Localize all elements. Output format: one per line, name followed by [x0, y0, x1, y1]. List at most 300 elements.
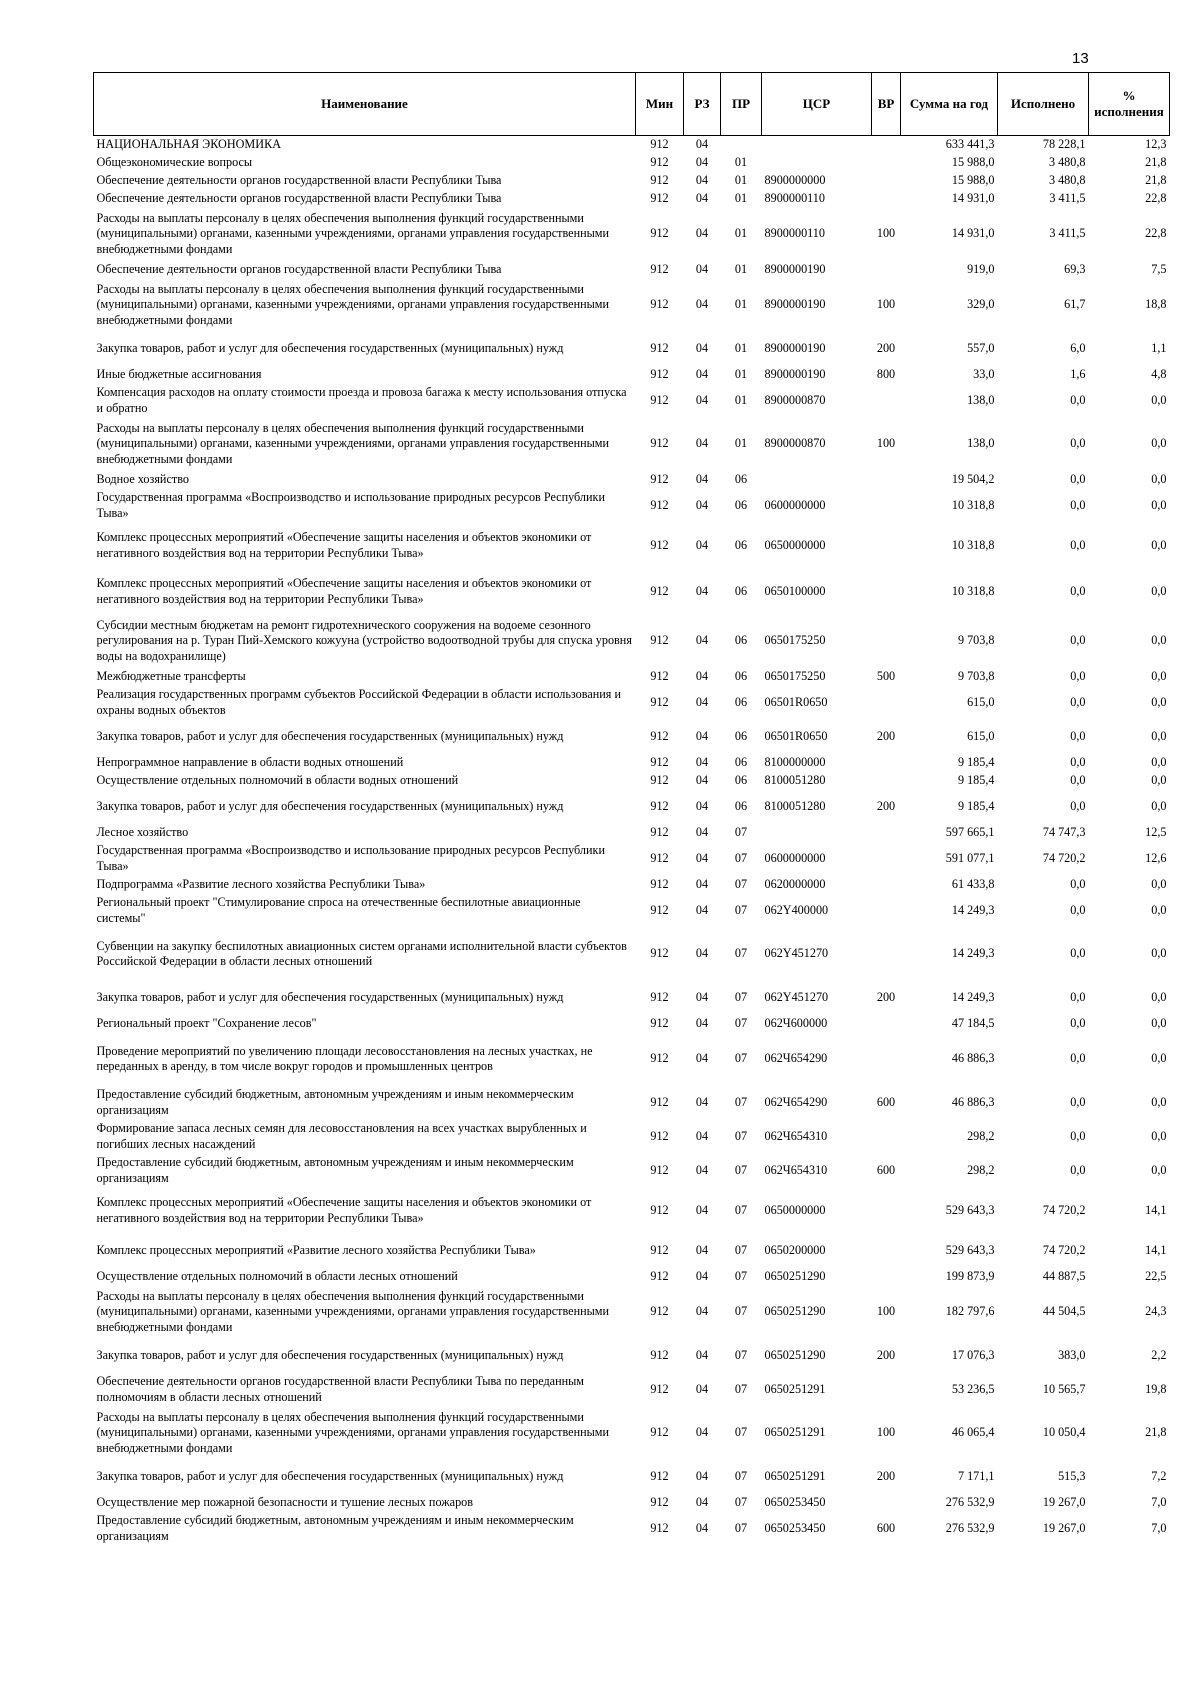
cell-name: Подпрограмма «Развитие лесного хозяйства Республики Тыва» [96, 876, 426, 891]
cell-pr: 07 [734, 1128, 748, 1143]
cell-csr [762, 136, 872, 154]
cell-pr: 07 [734, 1425, 748, 1440]
cell-done: 74 747,3 [1042, 824, 1086, 839]
cell-pct: 0,0 [1151, 902, 1167, 917]
cell-pct: 0,0 [1151, 1162, 1167, 1177]
cell-pr: 07 [734, 1381, 748, 1396]
cell-min: 912 [650, 694, 669, 709]
cell-sum: 298,2 [967, 1162, 995, 1177]
header-pr: ПР [721, 73, 762, 136]
cell-csr: 0650251291 [764, 1425, 826, 1440]
cell-rz: 04 [695, 1304, 709, 1319]
cell-vr [872, 569, 901, 615]
table-row [94, 1033, 1170, 1086]
cell-sum: 276 532,9 [945, 1494, 995, 1509]
cell-pr: 06 [734, 798, 748, 813]
cell-rz: 04 [695, 340, 709, 355]
cell-pr: 01 [734, 392, 748, 407]
cell-done: 0,0 [1070, 946, 1086, 961]
cell-pct: 24,3 [1145, 1304, 1167, 1319]
cell-vr [872, 1120, 901, 1154]
budget-table [93, 72, 1170, 1546]
cell-min: 912 [650, 340, 669, 355]
cell-min: 912 [650, 1494, 669, 1509]
cell-csr: 0650100000 [764, 583, 826, 598]
cell-rz: 04 [695, 1162, 709, 1177]
cell-name: Обеспечение деятельности органов государственной власти Республики Тыва [96, 190, 502, 205]
table-row [94, 894, 1170, 928]
cell-pct: 7,5 [1151, 261, 1167, 276]
cell-rz: 04 [695, 1520, 709, 1535]
cell-csr [762, 824, 872, 842]
cell-name: НАЦИОНАЛЬНАЯ ЭКОНОМИКА [94, 136, 636, 154]
cell-rz: 04 [695, 1425, 709, 1440]
cell-name: Расходы на выплаты персоналу в целях обеспечения выполнения функций государственными (муниципальными) органами, казенными учреждениями, органами управления государственными внебюджетными фондами [96, 1288, 610, 1334]
table-row [94, 1286, 1170, 1339]
cell-done: 74 720,2 [1042, 1242, 1086, 1257]
table-row [94, 1512, 1170, 1546]
cell-csr: 0650251291 [764, 1381, 826, 1396]
cell-rz: 04 [695, 436, 709, 451]
cell-rz: 04 [695, 772, 709, 787]
cell-csr: 8900000870 [764, 392, 826, 407]
table-row [94, 1373, 1170, 1407]
table-row [94, 366, 1170, 384]
cell-pr: 06 [734, 694, 748, 709]
table-row [94, 981, 1170, 1015]
cell-pr: 07 [734, 824, 748, 839]
cell-vr: 200 [876, 989, 896, 1004]
cell-rz: 04 [695, 497, 709, 512]
cell-pct: 7,0 [1151, 1494, 1167, 1509]
cell-pr: 07 [734, 876, 748, 891]
cell-name: Осуществление отдельных полномочий в области лесных отношений [96, 1268, 458, 1283]
cell-pct: 12,5 [1145, 824, 1167, 839]
cell-rz: 04 [695, 1381, 709, 1396]
cell-vr: 100 [876, 226, 896, 241]
cell-name: Обеспечение деятельности органов государственной власти Республики Тыва [96, 261, 502, 276]
cell-name: Региональный проект "Сохранение лесов" [96, 1015, 317, 1030]
cell-vr [872, 172, 901, 190]
table-row [94, 136, 1170, 154]
cell-pct: 0,0 [1151, 728, 1167, 743]
cell-done: 3 411,5 [1049, 226, 1086, 241]
cell-pct: 2,2 [1151, 1347, 1167, 1362]
cell-rz: 04 [684, 136, 721, 154]
cell-vr [872, 1268, 901, 1286]
cell-sum: 557,0 [967, 340, 995, 355]
cell-sum: 9 185,4 [957, 754, 995, 769]
table-row [94, 154, 1170, 172]
cell-min: 912 [650, 226, 669, 241]
cell-name: Расходы на выплаты персоналу в целях обеспечения выполнения функций государственными (муниципальными) органами, казенными учреждениями, органами управления государственными внебюджетными фондами [96, 281, 610, 327]
cell-min: 912 [650, 172, 669, 187]
table-row [94, 471, 1170, 489]
cell-sum: 46 886,3 [951, 1094, 995, 1109]
table-row [94, 172, 1170, 190]
cell-rz: 04 [695, 1468, 709, 1483]
cell-pr: 06 [734, 668, 748, 683]
cell-done: 0,0 [1070, 392, 1086, 407]
cell-vr [872, 136, 901, 154]
cell-rz: 04 [695, 694, 709, 709]
cell-sum: 14 931,0 [951, 190, 995, 205]
cell-csr: 062Y451270 [764, 989, 829, 1004]
header-vr: ВР [872, 73, 901, 136]
cell-pct: 0,0 [1151, 989, 1167, 1004]
cell-rz: 04 [695, 668, 709, 683]
cell-pr: 07 [734, 1094, 748, 1109]
cell-pr: 07 [734, 1494, 748, 1509]
cell-rz: 04 [695, 1202, 709, 1217]
cell-name: Расходы на выплаты персоналу в целях обеспечения выполнения функций государственными (муниципальными) органами, казенными учреждениями, органами управления государственными внебюджетными фондами [96, 210, 610, 256]
cell-done: 0,0 [1070, 876, 1086, 891]
cell-sum: 61 433,8 [951, 876, 995, 891]
cell-done: 74 720,2 [1042, 1202, 1086, 1217]
cell-vr [872, 1033, 901, 1086]
cell-min: 912 [650, 1425, 669, 1440]
cell-pct: 0,0 [1151, 471, 1167, 486]
cell-csr: 0650251291 [764, 1468, 826, 1483]
header-rz: РЗ [684, 73, 721, 136]
cell-sum: 138,0 [967, 436, 995, 451]
cell-sum: 182 797,6 [945, 1304, 995, 1319]
table-row [94, 489, 1170, 523]
cell-done: 0,0 [1070, 583, 1086, 598]
cell-csr: 06501R0650 [764, 728, 828, 743]
cell-csr: 0600000000 [764, 497, 826, 512]
cell-sum: 53 236,5 [951, 1381, 995, 1396]
cell-name: Компенсация расходов на оплату стоимости проезда и провоза багажа к месту использования отпуска и обратно [96, 385, 627, 415]
cell-min: 912 [650, 1347, 669, 1362]
cell-rz: 04 [695, 1128, 709, 1143]
cell-pr: 06 [734, 497, 748, 512]
table-row [94, 1268, 1170, 1286]
cell-csr: 062Y400000 [764, 902, 829, 917]
cell-min: 912 [650, 824, 669, 839]
cell-rz: 04 [695, 471, 709, 486]
table-row [94, 686, 1170, 720]
cell-pr: 01 [734, 297, 748, 312]
cell-name: Субвенции на закупку беспилотных авиационных систем органами исполнительной власти субъектов Российской Федерации в области лесных отношений [96, 938, 627, 968]
cell-name: Закупка товаров, работ и услуг для обеспечения государственных (муниципальных) нужд [96, 340, 564, 355]
cell-min: 912 [650, 1051, 669, 1066]
cell-sum: 529 643,3 [945, 1202, 995, 1217]
table-row [94, 1188, 1170, 1234]
cell-min: 912 [650, 1268, 669, 1283]
cell-min: 912 [650, 1304, 669, 1319]
cell-done: 0,0 [1070, 668, 1086, 683]
cell-pct: 0,0 [1151, 1015, 1167, 1030]
cell-vr [872, 894, 901, 928]
cell-pct: 0,0 [1151, 876, 1167, 891]
cell-vr: 200 [876, 1468, 896, 1483]
cell-rz: 04 [695, 1242, 709, 1257]
cell-min: 912 [650, 772, 669, 787]
cell-sum: 298,2 [967, 1128, 995, 1143]
cell-pr: 06 [734, 728, 748, 743]
cell-vr [872, 928, 901, 981]
cell-done: 10 050,4 [1042, 1425, 1086, 1440]
cell-csr: 062Ч654290 [764, 1051, 828, 1066]
cell-sum: 15 988,0 [951, 172, 995, 187]
cell-rz: 04 [695, 154, 709, 169]
cell-min: 912 [650, 876, 669, 891]
cell-rz: 04 [695, 902, 709, 917]
cell-done: 0,0 [1070, 497, 1086, 512]
table-row [94, 615, 1170, 668]
cell-sum: 9 703,8 [957, 668, 995, 683]
cell-done: 0,0 [1070, 1128, 1086, 1143]
cell-min: 912 [650, 798, 669, 813]
table-row [94, 1120, 1170, 1154]
cell-sum: 9 185,4 [957, 798, 995, 813]
cell-vr: 200 [876, 340, 896, 355]
cell-rz: 04 [695, 1051, 709, 1066]
cell-sum: 15 988,0 [951, 154, 995, 169]
cell-rz: 04 [695, 537, 709, 552]
cell-pr [721, 136, 762, 154]
table-row [94, 772, 1170, 790]
cell-vr [872, 772, 901, 790]
cell-pct: 14,1 [1145, 1242, 1167, 1257]
table-row [94, 842, 1170, 876]
cell-min: 912 [650, 583, 669, 598]
cell-sum: 14 249,3 [951, 989, 995, 1004]
cell-vr [872, 1494, 901, 1512]
cell-name: Региональный проект "Стимулирование спроса на отечественные беспилотные авиационные системы" [96, 895, 581, 925]
cell-rz: 04 [695, 297, 709, 312]
table-row [94, 1339, 1170, 1373]
cell-rz: 04 [695, 1015, 709, 1030]
cell-pr: 07 [734, 1268, 748, 1283]
cell-min: 912 [650, 497, 669, 512]
cell-csr: 062Ч654290 [764, 1094, 828, 1109]
cell-name: Предоставление субсидий бюджетным, автономным учреждениям и иным некоммерческим организациям [96, 1087, 574, 1117]
cell-min: 912 [650, 989, 669, 1004]
cell-sum: 14 249,3 [951, 902, 995, 917]
cell-sum: 10 318,8 [951, 537, 995, 552]
cell-csr: 8900000000 [764, 172, 826, 187]
cell-vr [872, 842, 901, 876]
cell-pr: 01 [734, 190, 748, 205]
cell-pr: 07 [734, 989, 748, 1004]
cell-rz: 04 [695, 1094, 709, 1109]
cell-vr [872, 686, 901, 720]
table-row [94, 1407, 1170, 1460]
cell-done: 19 267,0 [1042, 1520, 1086, 1535]
cell-pct: 12,6 [1145, 850, 1167, 865]
cell-rz: 04 [695, 728, 709, 743]
table-row [94, 332, 1170, 366]
cell-pr: 07 [734, 1015, 748, 1030]
cell-pct: 21,8 [1145, 1425, 1167, 1440]
cell-pr: 07 [734, 1520, 748, 1535]
cell-name: Закупка товаров, работ и услуг для обеспечения государственных (муниципальных) нужд [96, 728, 564, 743]
cell-name: Закупка товаров, работ и услуг для обеспечения государственных (муниципальных) нужд [96, 1468, 564, 1483]
cell-name: Межбюджетные трансферты [96, 668, 246, 683]
cell-name: Предоставление субсидий бюджетным, автономным учреждениям и иным некоммерческим организациям [96, 1513, 574, 1543]
cell-sum: 615,0 [967, 694, 995, 709]
cell-pct: 7,0 [1151, 1520, 1167, 1535]
cell-name: Комплекс процессных мероприятий «Обеспечение защиты населения и объектов экономики от негативного воздействия вод на территории Республики Тыва» [96, 1195, 592, 1225]
cell-rz: 04 [695, 850, 709, 865]
cell-done: 69,3 [1064, 261, 1086, 276]
cell-vr [872, 824, 901, 842]
cell-rz: 04 [695, 946, 709, 961]
cell-min: 912 [650, 1520, 669, 1535]
table-row [94, 928, 1170, 981]
cell-pct: 1,1 [1151, 340, 1167, 355]
cell-pct: 0,0 [1151, 754, 1167, 769]
cell-sum: 19 504,2 [951, 471, 995, 486]
cell-vr: 200 [876, 1347, 896, 1362]
cell-pct: 19,8 [1145, 1381, 1167, 1396]
cell-done: 0,0 [1070, 772, 1086, 787]
cell-csr: 062Ч600000 [764, 1015, 828, 1030]
cell-csr: 0650175250 [764, 633, 826, 648]
cell-min: 912 [650, 261, 669, 276]
cell-name: Проведение мероприятий по увеличению площади лесовосстановления на лесных участках, не переданных в аренду, в том числе вокруг городов и промышленных центров [96, 1043, 593, 1073]
cell-pct: 0,0 [1151, 497, 1167, 512]
table-row [94, 1086, 1170, 1120]
cell-name: Комплекс процессных мероприятий «Обеспечение защиты населения и объектов экономики от негативного воздействия вод на территории Республики Тыва» [96, 530, 592, 560]
cell-pct: 0,0 [1151, 798, 1167, 813]
cell-done: 3 480,8 [1048, 154, 1086, 169]
cell-csr: 8900000110 [764, 226, 825, 241]
cell-pct: 4,8 [1151, 366, 1167, 381]
cell-done: 61,7 [1064, 297, 1086, 312]
cell-pct: 22,5 [1145, 1268, 1167, 1283]
cell-pr: 06 [734, 583, 748, 598]
cell-name: Комплекс процессных мероприятий «Обеспечение защиты населения и объектов экономики от негативного воздействия вод на территории Республики Тыва» [96, 576, 592, 606]
table-row [94, 824, 1170, 842]
cell-pr: 07 [734, 946, 748, 961]
cell-done: 383,0 [1058, 1347, 1086, 1362]
cell-vr [872, 261, 901, 279]
cell-pct: 0,0 [1151, 1128, 1167, 1143]
cell-pct: 0,0 [1151, 537, 1167, 552]
cell-min: 912 [650, 850, 669, 865]
cell-rz: 04 [695, 989, 709, 1004]
cell-name: Закупка товаров, работ и услуг для обеспечения государственных (муниципальных) нужд [96, 798, 564, 813]
cell-name: Осуществление мер пожарной безопасности и тушение лесных пожаров [96, 1494, 474, 1509]
cell-rz: 04 [695, 583, 709, 598]
cell-vr: 500 [876, 668, 896, 683]
cell-pct: 0,0 [1151, 583, 1167, 598]
cell-csr: 8100000000 [764, 754, 826, 769]
table-header-row [94, 73, 1170, 136]
cell-vr [872, 1234, 901, 1268]
cell-sum: 14 931,0 [951, 226, 995, 241]
cell-sum: 46 065,4 [951, 1425, 995, 1440]
table-body [94, 136, 1170, 1546]
cell-done: 78 228,1 [998, 136, 1089, 154]
cell-done: 1,6 [1070, 366, 1086, 381]
cell-name: Обеспечение деятельности органов государственной власти Республики Тыва по переданным полномочиям в области лесных отношений [96, 1374, 585, 1404]
cell-pr: 06 [734, 772, 748, 787]
cell-pr: 01 [734, 172, 748, 187]
header-name: Наименование [94, 73, 636, 136]
cell-done: 3 411,5 [1049, 190, 1086, 205]
cell-min: 912 [650, 1015, 669, 1030]
cell-done: 0,0 [1070, 1162, 1086, 1177]
cell-pr: 01 [734, 226, 748, 241]
cell-sum: 14 249,3 [951, 946, 995, 961]
cell-rz: 04 [695, 392, 709, 407]
cell-pr: 07 [734, 1051, 748, 1066]
cell-done: 0,0 [1070, 436, 1086, 451]
cell-pr: 07 [734, 1304, 748, 1319]
cell-pct: 0,0 [1151, 633, 1167, 648]
cell-pct: 21,8 [1145, 154, 1167, 169]
cell-done: 0,0 [1070, 754, 1086, 769]
cell-csr: 062Ч654310 [764, 1162, 828, 1177]
table-row [94, 720, 1170, 754]
cell-vr [872, 1373, 901, 1407]
cell-name: Лесное хозяйство [96, 824, 189, 839]
cell-vr: 100 [876, 1425, 896, 1440]
table-row [94, 279, 1170, 332]
cell-csr: 8900000110 [764, 190, 825, 205]
cell-pct: 22,8 [1145, 190, 1167, 205]
cell-min: 912 [650, 1381, 669, 1396]
cell-name: Обеспечение деятельности органов государственной власти Республики Тыва [96, 172, 502, 187]
table-row [94, 790, 1170, 824]
cell-csr: 0650253450 [764, 1520, 826, 1535]
cell-pr: 01 [734, 436, 748, 451]
cell-pct: 21,8 [1145, 172, 1167, 187]
table-row [94, 668, 1170, 686]
cell-csr: 062Y451270 [764, 946, 829, 961]
cell-csr: 0650000000 [764, 1202, 826, 1217]
cell-done: 0,0 [1070, 902, 1086, 917]
cell-name: Государственная программа «Воспроизводство и использование природных ресурсов Республики Тыва» [96, 843, 605, 873]
cell-done: 74 720,2 [1042, 850, 1086, 865]
cell-min: 912 [650, 1128, 669, 1143]
cell-pr: 07 [734, 902, 748, 917]
cell-pct: 7,2 [1151, 1468, 1167, 1483]
cell-vr: 200 [876, 798, 896, 813]
cell-min: 912 [650, 190, 669, 205]
table-row [94, 1234, 1170, 1268]
cell-done: 10 565,7 [1042, 1381, 1086, 1396]
cell-name: Предоставление субсидий бюджетным, автономным учреждениям и иным некоммерческим организациям [96, 1155, 574, 1185]
cell-csr: 8900000190 [764, 340, 826, 355]
table-row [94, 1015, 1170, 1033]
cell-pct: 0,0 [1151, 436, 1167, 451]
cell-pct: 14,1 [1145, 1202, 1167, 1217]
cell-min: 912 [650, 297, 669, 312]
cell-done: 0,0 [1070, 798, 1086, 813]
cell-done: 44 504,5 [1042, 1304, 1086, 1319]
cell-min: 912 [650, 1468, 669, 1483]
cell-vr [872, 523, 901, 569]
cell-sum: 9 185,4 [957, 772, 995, 787]
cell-vr: 800 [876, 366, 896, 381]
cell-rz: 04 [695, 366, 709, 381]
cell-sum: 615,0 [967, 728, 995, 743]
cell-csr: 8100051280 [764, 798, 826, 813]
cell-csr: 0650200000 [764, 1242, 826, 1257]
cell-sum: 276 532,9 [945, 1520, 995, 1535]
cell-pr: 01 [734, 261, 748, 276]
cell-pr: 06 [734, 537, 748, 552]
table-row [94, 1460, 1170, 1494]
cell-pct: 0,0 [1151, 392, 1167, 407]
header-done: Исполнено [998, 73, 1089, 136]
cell-rz: 04 [695, 172, 709, 187]
